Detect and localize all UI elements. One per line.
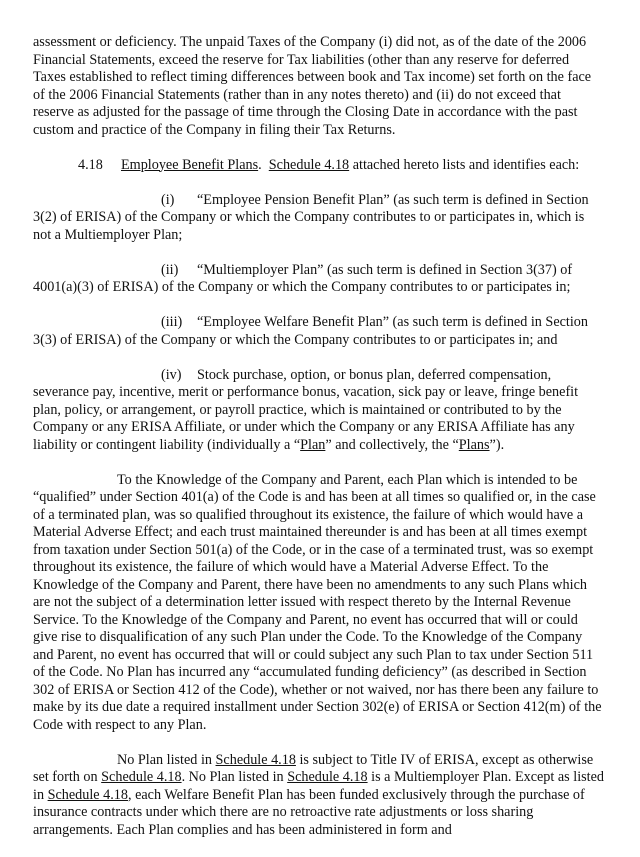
item-label: (iii) — [161, 314, 183, 330]
item-text: “Employee Welfare Benefit Plan” (as such term is defined in Section 3(3) of ERISA) of the Company or which the Company contributes to or participates in; and — [33, 314, 588, 348]
section-title: Employee Benefit Plans — [121, 156, 259, 173]
item-label: (ii) — [161, 261, 179, 278]
text-run: No Plan listed in — [117, 751, 216, 768]
section-4-18-heading — [33, 157, 605, 175]
schedule-link: Schedule 4.18 — [287, 769, 368, 785]
paragraph-tax-continuation: assessment or deficiency. The unpaid Taxes of the Company (i) did not, as of the date of the 2006 Financial Statements, exceed the reserve for Tax liabilities (other than any reserve for deferred Taxes established to reflect timing differences between book and Tax income) set forth on the face of the 2006 Financial Statements (rather than in any notes thereto) and (ii) do not exceed that reserve as adjusted for the passage of time through the Closing Date in accordance with the past custom and practice of the Company in filing their Tax Returns. — [33, 34, 592, 138]
list-item-iii — [33, 314, 605, 349]
text-run: , each Welfare Benefit Plan has been funded exclusively through the purchase of insurance contracts under which there are no retroactive rate adjustments or loss sharing arrangements. Each Plan complies and has been administered in form and — [33, 786, 585, 838]
list-item-ii — [33, 262, 605, 297]
item-label: (i) — [161, 191, 175, 208]
paragraph-qualified-plans: To the Knowledge of the Company and Parent, each Plan which is intended to be “qualified” under Section 401(a) of the Code is and has been at all times so qualified or, in the case of a terminated plan, was so qualified throughout its existence, the failure of which would have a Material Adverse Effect; and each trust maintained thereunder is and has been at all times exempt from taxation under Section 501(a) of the Code, or in the case of a terminated trust, was so exempt throughout its existence, the failure of which would have a Material Adverse Effect. To the Knowledge of the Company and Parent, there have been no amendments to any such Plans which are not the subject of a determination letter issued with respect thereto by the Internal Revenue Service. To the Knowledge of the Company and Parent, no event has occurred that will or could give rise to disqualification of any such Plan under the Code. To the Knowledge of the Company and Parent, no event has occurred that will or could subject any such Plan to tax under Section 511 of the Code. No Plan has incurred any “accumulated funding deficiency” (as described in Section 302 of ERISA or Section 412 of the Code), whether or not waived, nor has there been any failure to make by its due date a required installment under Section 302(e) of ERISA or Section 412(m) of the Code with respect to any Plan. — [33, 471, 602, 733]
item-text-mid: ” and collectively, the “ — [325, 436, 459, 453]
text-run: is subject to Title IV of ERISA, except as otherwise set forth on — [33, 751, 594, 785]
schedule-link: Schedule 4.18 — [215, 751, 296, 768]
schedule-link: Schedule 4.18 — [101, 769, 182, 785]
schedule-link: Schedule 4.18 — [47, 786, 128, 803]
defined-term-plan: Plan — [300, 436, 326, 453]
section-number: 4.18 — [78, 156, 103, 173]
item-text: “Employee Pension Benefit Plan” (as such term is defined in Section 3(2) of ERISA) of the Company or which the Company contributes to or participates in, which is not a Multiemployer Plan; — [33, 191, 589, 243]
schedule-link: Schedule 4.18 — [268, 156, 350, 173]
item-text-after: ”). — [489, 436, 505, 453]
item-label: (iv) — [161, 366, 182, 383]
item-text-before: Stock purchase, option, or bonus plan, deferred compensation, severance pay, incentive, merit or performance bonus, vacation, sick pay or leave, fringe benefit plan, policy, or arrangement, or payroll practice, which is maintained or contributed to by the Company or any ERISA Affiliate, or under which the Company or any ERISA Affiliate has any liability or contingent liability (individually a “ — [33, 366, 579, 453]
defined-term-plans: Plans — [458, 436, 490, 453]
list-item-iv — [33, 367, 605, 455]
list-item-i — [33, 192, 605, 245]
document-page — [33, 34, 605, 857]
text-run: is a Multiemployer Plan. Except as listed in — [33, 769, 604, 803]
item-text: “Multiemployer Plan” (as such term is defined in Section 3(37) of 4001(a)(3) of ERISA) of the Company or which the Company contributes to or participates in; — [33, 261, 573, 295]
section-title-end: . — [258, 156, 262, 173]
text-run: . No Plan listed in — [181, 769, 288, 785]
section-intro-rest: attached hereto lists and identifies each: — [349, 156, 580, 173]
paragraph-title-iv — [33, 752, 605, 840]
